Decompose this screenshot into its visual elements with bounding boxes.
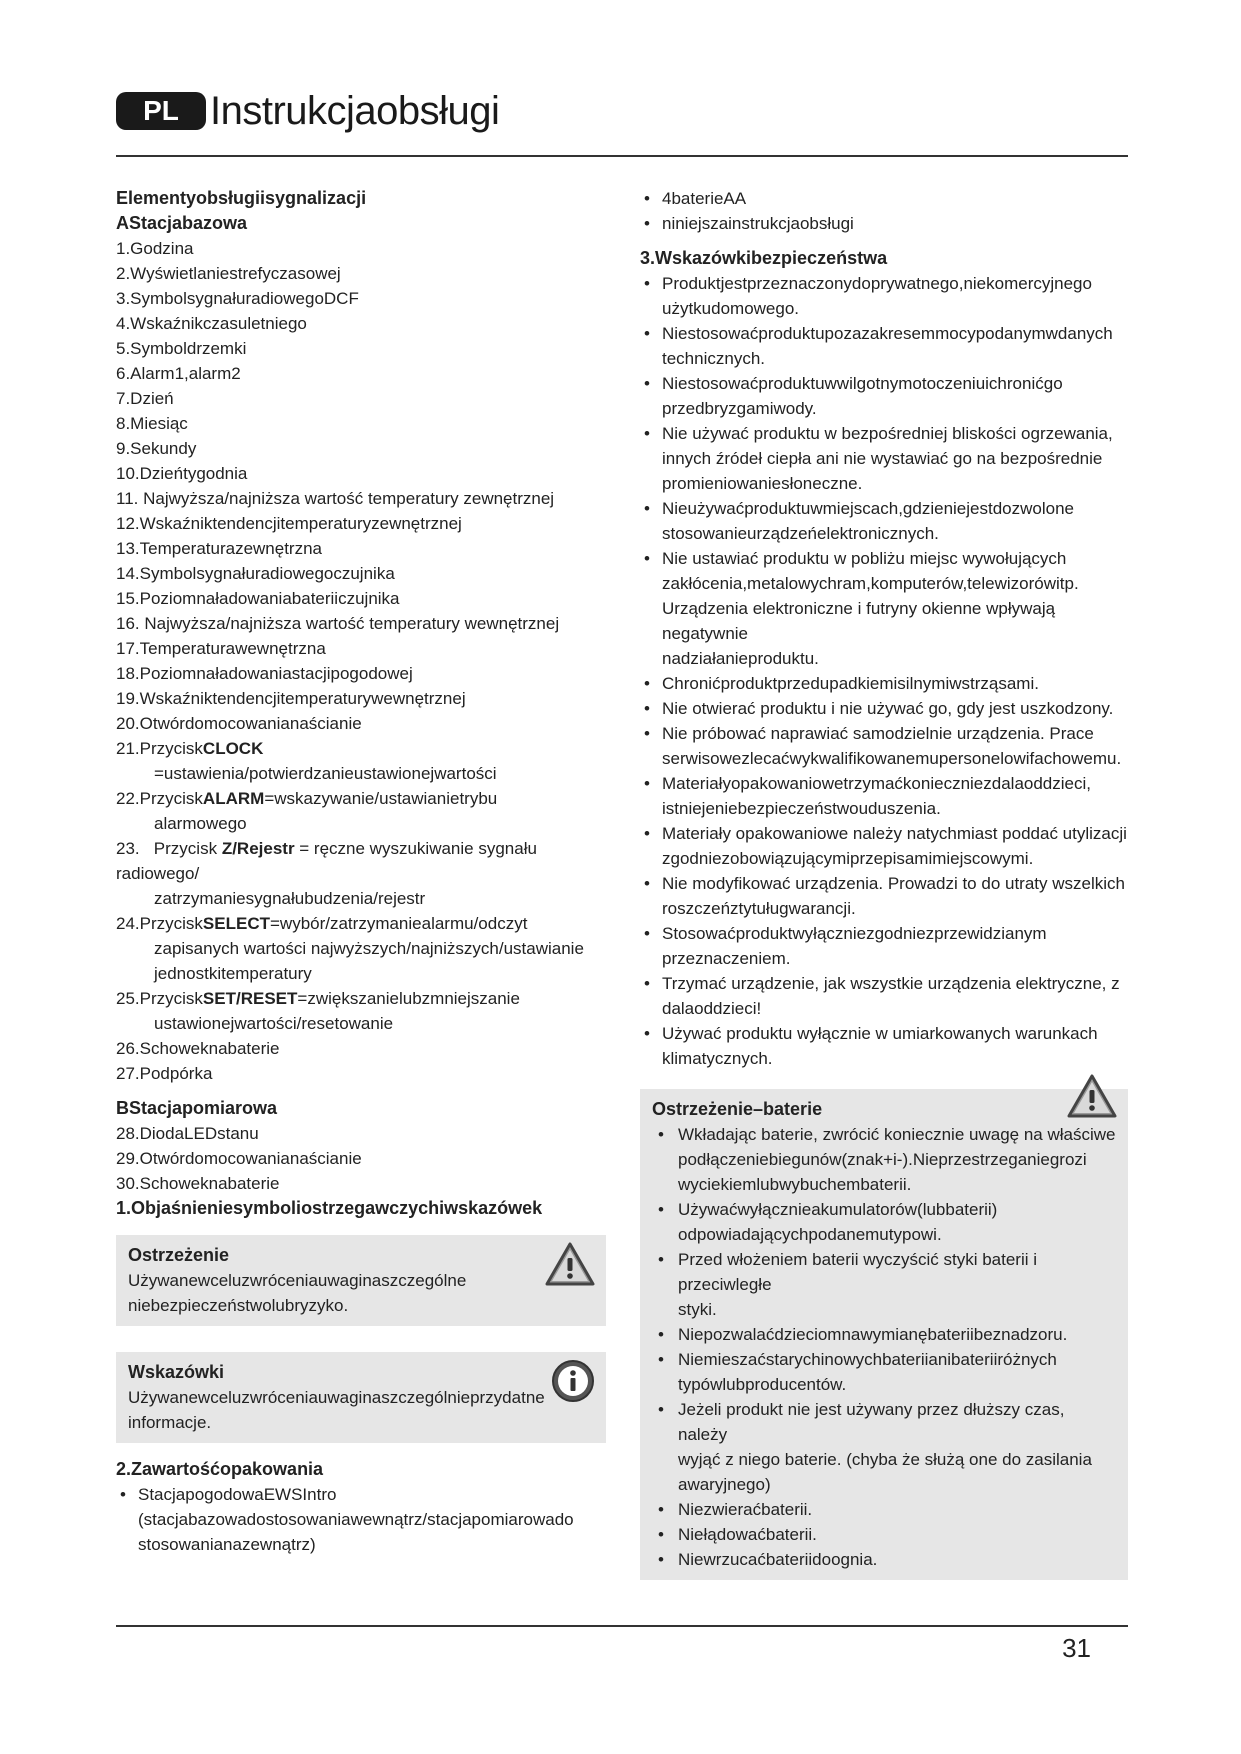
list-item: 29.Otwórdomocowanianaścianie	[116, 1149, 362, 1168]
item-text-cont: wyjąć z niego baterie. (chyba że służą one do zasilania	[678, 1450, 1092, 1469]
package-list	[116, 1482, 606, 1557]
list-item	[116, 1482, 606, 1557]
list-item	[652, 1522, 1116, 1547]
list-item: 14.Symbolsygnałuradiowegoczujnika	[116, 564, 395, 583]
item-text: • Trzymać urządzenie, jak wszystkie urządzenia elektryczne, z	[662, 974, 1120, 993]
item-text-cont: wyciekiemlubwybuchembaterii.	[678, 1175, 912, 1194]
list-item: 11. Najwyższa/najniższa wartość temperatury zewnętrznej	[116, 489, 555, 508]
safety-list	[640, 271, 1128, 1071]
list-item	[652, 1322, 1116, 1347]
item-description: =zwiększanielubzmniejszanie	[297, 989, 520, 1008]
list-item	[640, 371, 1128, 421]
list-item	[116, 986, 606, 1036]
list-item: 12.Wskaźniktendencjitemperaturyzewnętrznej	[116, 514, 462, 533]
list-item: 9.Sekundy	[116, 439, 197, 458]
language-badge: PL	[116, 92, 206, 130]
item-text-cont: użytkudomowego.	[662, 299, 800, 318]
list-item	[640, 871, 1128, 921]
list-item	[652, 1497, 1116, 1522]
item-text-cont: nadziałanieproduktu.	[662, 649, 819, 668]
item-text: • Nieużywaćproduktuwmiejscach,gdzieniejestdozwolone	[662, 499, 1074, 518]
item-prefix: 24.Przycisk	[116, 914, 203, 933]
item-text: • Niezwieraćbaterii.	[678, 1500, 813, 1519]
item-text: • Używaćwyłącznieakumulatorów(lubbaterii)	[678, 1200, 998, 1219]
list-item: 28.DiodaLEDstanu	[116, 1124, 259, 1143]
base-station-title: AStacjabazowa	[116, 213, 248, 233]
item-text-cont: (stacjabazowadostosowaniawewnątrz/stacjapomiarowado	[138, 1510, 574, 1529]
list-item: 7.Dzień	[116, 389, 174, 408]
item-description-cont: zapisanych wartości najwyższych/najniższych/ustawianie	[154, 939, 584, 958]
list-item: 13.Temperaturazewnętrzna	[116, 539, 323, 558]
list-item	[640, 821, 1128, 871]
item-text: • Niełądowaćbaterii.	[678, 1525, 817, 1544]
list-item	[640, 671, 1128, 696]
list-item	[640, 496, 1128, 546]
item-prefix: 21.Przycisk	[116, 739, 203, 758]
page-number: 31	[1062, 1633, 1091, 1663]
item-text: • Nie ustawiać produktu w pobliżu miejsc wywołujących	[662, 549, 1067, 568]
item-text-cont: awaryjnego)	[678, 1475, 771, 1494]
item-description-cont: jednostkitemperatury	[154, 964, 312, 983]
list-item: 18.Poziomnaładowaniastacjipogodowej	[116, 664, 413, 683]
item-text-cont: przedbryzgamiwody.	[662, 399, 817, 418]
list-item: 6.Alarm1,alarm2	[116, 364, 241, 383]
header-rule	[116, 155, 1128, 157]
base-station-list	[116, 236, 606, 1086]
tips-note-text: Używanewceluzwróceniauwaginaszczególnieprzydatne	[128, 1388, 545, 1407]
list-item	[640, 271, 1128, 321]
item-text: • Materiałyopakowaniowetrzymaćkoniecznie​zdalaoddzieci,	[662, 774, 1091, 793]
battery-warning-title: Ostrzeżenie–baterie	[652, 1099, 823, 1119]
item-text: • Niestosowaćproduktupozazakresemmocypodanymwdanych	[662, 324, 1113, 343]
section-1-title: 1.Objaśnieniesymboliostrzegawczychiwskazówek	[116, 1198, 543, 1218]
item-text-cont: klimatycznych.	[662, 1049, 773, 1068]
tips-note-box	[116, 1352, 606, 1443]
item-text: • Nie używać produktu w bezpośredniej bliskości ogrzewania,	[662, 424, 1113, 443]
warning-triangle-icon	[544, 1241, 596, 1294]
list-item: • niniejszainstrukcjaobsługi	[640, 211, 1128, 236]
list-item	[640, 921, 1128, 971]
key-label-set-reset: SET/RESET	[202, 989, 298, 1008]
item-text-cont: stosowanieurządzeńelektronicznych.	[662, 524, 939, 543]
list-item: 10.Dzieńtygodnia	[116, 464, 248, 483]
item-text: • Stosowaćproduktwyłączniezgodniezprzewidzianym	[662, 924, 1047, 943]
page-title: Instrukcjaobsługi	[210, 89, 500, 133]
right-column	[640, 186, 1128, 1580]
list-item: 4.Wskaźnikczasuletniego	[116, 314, 307, 333]
item-text: • Nie modyfikować urządzenia. Prowadzi to do utraty wszelkich	[662, 874, 1125, 893]
item-text-cont: stosowanianazewnątrz)	[138, 1535, 316, 1554]
item-text-cont: innych źródeł ciepła ani nie wystawiać go na bezpośrednie	[662, 449, 1103, 468]
item-prefix: 23. Przycisk	[116, 839, 222, 858]
list-item	[652, 1247, 1116, 1322]
item-text: • Używać produktu wyłącznie w umiarkowanych warunkach	[662, 1024, 1098, 1043]
warning-triangle-icon	[1066, 1073, 1118, 1126]
list-item: 27.Podpórka	[116, 1064, 213, 1083]
list-item	[640, 971, 1128, 1021]
warning-note-box	[116, 1235, 606, 1326]
list-item: 1.Godzina	[116, 239, 194, 258]
list-item	[116, 736, 606, 786]
key-label-select: SELECT	[202, 914, 270, 933]
footer-rule	[116, 1625, 1128, 1627]
item-text-cont: Urządzenia elektroniczne i futryny okienne wpływają negatywnie	[662, 599, 1056, 643]
battery-warning-box	[640, 1089, 1128, 1580]
item-text-cont: istniejeniebezpieczeństwouduszenia.	[662, 799, 941, 818]
list-item	[640, 321, 1128, 371]
list-item: 30.Schoweknabaterie	[116, 1174, 280, 1193]
key-label-z-rejestr: Z/Rejestr	[221, 839, 295, 858]
warning-note-text: niebezpieczeństwolubryzyko.	[128, 1296, 349, 1315]
section-3-title: 3.Wskazówkibezpieczeństwa	[640, 248, 888, 268]
warning-note-text: Używanewceluzwróceniauwaginaszczególne	[128, 1271, 467, 1290]
item-text: • Niepozwalaćdzieciomnawymianębateriibeznadzoru.	[678, 1325, 1068, 1344]
section-controls-title: Elementyobsługiisygnalizacji	[116, 188, 367, 208]
page-header	[116, 88, 1128, 160]
item-text-cont: promieniowaniesłoneczne.	[662, 474, 863, 493]
item-text: • Nie otwierać produktu i nie używać go, gdy jest uszkodzony.	[662, 699, 1114, 718]
list-item	[652, 1397, 1116, 1497]
item-description-cont: alarmowego	[154, 814, 247, 833]
item-prefix: 22.Przycisk	[116, 789, 203, 808]
list-item	[652, 1197, 1116, 1247]
list-item	[652, 1347, 1116, 1397]
list-item: • 4baterieAA	[640, 186, 1128, 211]
battery-list	[652, 1122, 1116, 1572]
item-description: =wybór/zatrzymaniealarmu/odczyt	[269, 914, 528, 933]
item-text-cont: serwisowezlecaćwykwalifikowanemupersonelowifachowemu.	[662, 749, 1122, 768]
item-text-cont: podłączeniebiegunów(znak+i-).Nieprzestrzeganiegrozi	[678, 1150, 1087, 1169]
info-icon	[550, 1358, 596, 1411]
list-item: 15.Poziomnaładowaniabateriiczujnika	[116, 589, 400, 608]
item-text: • Nie próbować naprawiać samodzielnie urządzenia. Prace	[662, 724, 1094, 743]
list-item	[116, 836, 606, 911]
item-text-cont: zakłócenia,metalowychram,komputerów,telewizorówitp.	[662, 574, 1079, 593]
item-description: = ręczne wyszukiwanie sygnału radiowego/	[116, 839, 537, 883]
list-item	[640, 771, 1128, 821]
package-list-cont	[640, 186, 1128, 236]
item-text: • Niemieszaćstarychinowychbateriianibateriiróżnych	[678, 1350, 1057, 1369]
item-text-cont: roszczeńztytuługwarancji.	[662, 899, 856, 918]
item-text: • Niewrzucaćbateriidoognia.	[678, 1550, 878, 1569]
list-item: 3.SymbolsygnałuradiowegoDCF	[116, 289, 359, 308]
item-text: StacjapogodowaEWSIntro	[138, 1485, 337, 1504]
item-text: • Przed włożeniem baterii wyczyścić styki baterii i przeciwległe	[678, 1250, 1037, 1294]
list-item: 17.Temperaturawewnętrzna	[116, 639, 326, 658]
warning-note-title: Ostrzeżenie	[128, 1245, 230, 1265]
list-item	[640, 546, 1128, 671]
list-item: 5.Symboldrzemki	[116, 339, 247, 358]
list-item: 16. Najwyższa/najniższa wartość temperatury wewnętrznej	[116, 614, 560, 633]
item-text: • Materiały opakowaniowe należy natychmiast poddać utylizacji	[662, 824, 1127, 843]
sensor-station-title: BStacjapomiarowa	[116, 1098, 278, 1118]
left-column	[116, 186, 606, 1557]
sensor-station-list	[116, 1121, 606, 1196]
list-item: 19.Wskaźniktendencjitemperaturywewnętrznej	[116, 689, 466, 708]
list-item: 26.Schoweknabaterie	[116, 1039, 280, 1058]
item-text: • Chronićproduktprzedupadkiemisilnymiwstrząsami.	[662, 674, 1039, 693]
list-item: 8.Miesiąc	[116, 414, 188, 433]
item-text-cont: przeznaczeniem.	[662, 949, 791, 968]
list-item	[640, 696, 1128, 721]
key-label-clock: CLOCK	[202, 739, 264, 758]
list-item	[640, 1021, 1128, 1071]
list-item	[116, 911, 606, 986]
list-item	[640, 721, 1128, 771]
item-text-cont: odpowiadającychpodanemutypowi.	[678, 1225, 942, 1244]
item-description-cont: ustawionejwartości/resetowanie	[154, 1014, 394, 1033]
tips-note-title: Wskazówki	[128, 1362, 225, 1382]
item-text-cont: typówlubproducentów.	[678, 1375, 847, 1394]
list-item: 2.Wyświetlaniestrefyczasowej	[116, 264, 341, 283]
item-description-cont: zatrzymaniesygnałubudzenia/rejestr	[154, 889, 426, 908]
item-text-cont: styki.	[678, 1300, 717, 1319]
tips-note-text: informacje.	[128, 1413, 212, 1432]
item-text: • Jeżeli produkt nie jest używany przez dłuższy czas, należy	[678, 1400, 1065, 1444]
list-item	[652, 1547, 1116, 1572]
list-item	[640, 421, 1128, 496]
list-item	[116, 786, 606, 836]
key-label-alarm: ALARM	[202, 789, 265, 808]
item-text: • Produktjestprzeznaczonydoprywatnego,niekomercyjnego	[662, 274, 1092, 293]
section-2-title: 2.Zawartośćopakowania	[116, 1459, 324, 1479]
item-prefix: 25.Przycisk	[116, 989, 203, 1008]
item-text-cont: technicznych.	[662, 349, 765, 368]
item-description: =wskazywanie/ustawianietrybu	[264, 789, 498, 808]
item-text: • Wkładając baterie, zwrócić koniecznie uwagę na właściwe	[678, 1125, 1116, 1144]
list-item: 20.Otwórdomocowanianaścianie	[116, 714, 362, 733]
item-text-cont: zgodniezobowiązującymiprzepisamimiejscowymi.	[662, 849, 1034, 868]
item-description: =ustawienia/potwierdzanieustawionejwartości	[154, 764, 497, 783]
item-text-cont: dalaoddzieci!	[662, 999, 762, 1018]
list-item	[652, 1122, 1116, 1197]
item-text: • Niestosowaćproduktuwwilgotnymotoczeniuichronićgo	[662, 374, 1063, 393]
